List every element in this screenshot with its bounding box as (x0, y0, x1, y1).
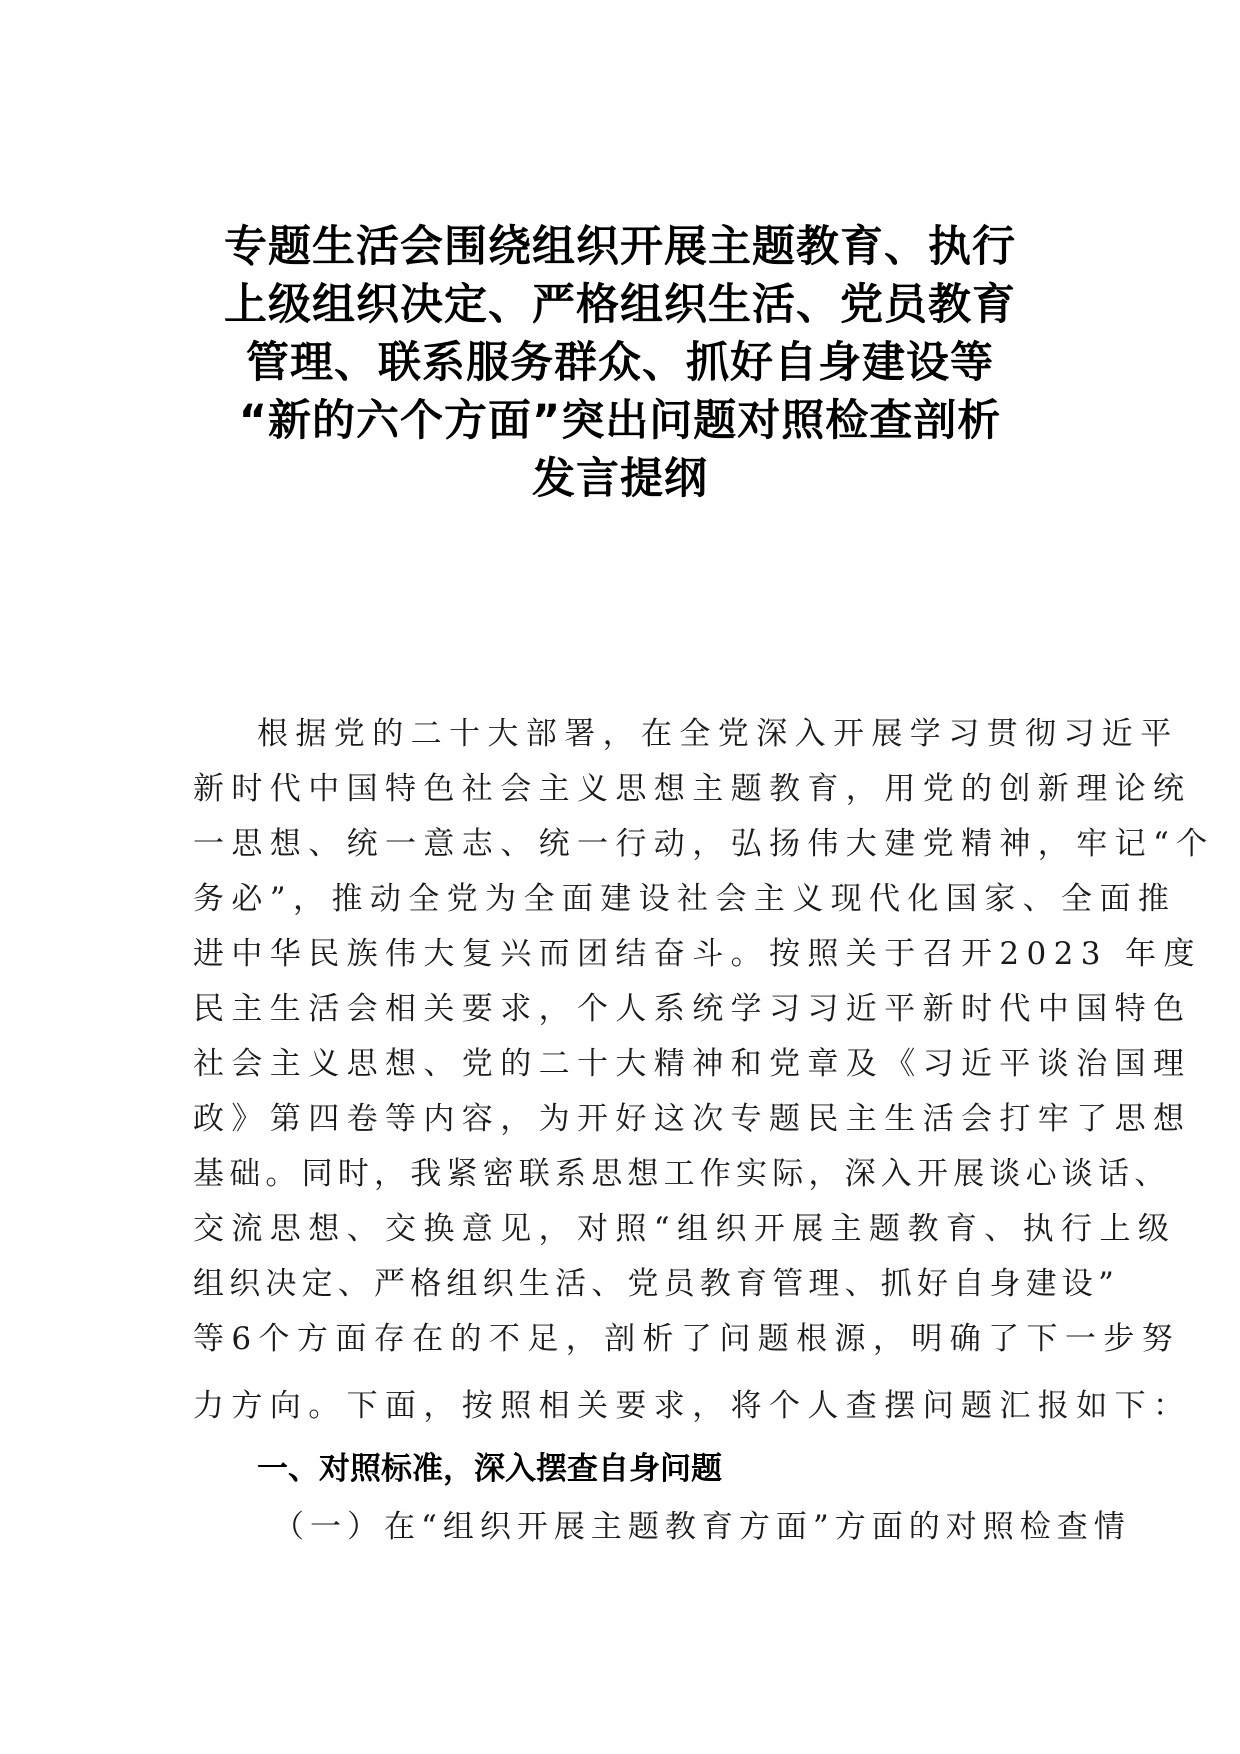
document-title (180, 218, 1060, 508)
body-line-4: 务必”，推动全党为全面建设社会主义现代化国家、全面推 (193, 881, 1177, 917)
body-line-9: 基础。同时，我紧密联系思想工作实际，深入开展谈心谈话、 (193, 1156, 1171, 1192)
title-line-4: “新的六个方面”突出问题对照检查剖析 (238, 396, 1002, 446)
title-line-5: 发言提纲 (532, 454, 708, 504)
body-text (193, 707, 1215, 1556)
title-line-1: 专题生活会围绕组织开展主题教育、执行 (224, 222, 1016, 272)
body-line-5: 进中华民族伟大复兴而团结奋斗。按照关于召开2023 年度 (193, 936, 1202, 972)
title-line-2: 上级组织决定、严格组织生活、党员教育 (224, 280, 1016, 330)
subsection-heading-1: （一）在“组织开展主题教育方面”方面的对照检查情 (273, 1509, 1131, 1545)
body-line-11: 组织决定、严格组织生活、党员教育管理、抓好自身建设” (193, 1266, 1120, 1302)
title-line-3: 管理、联系服务群众、抓好自身建设等 (246, 338, 994, 388)
body-line-1: 根据党的二十大部署，在全党深入开展学习贯彻习近平 (257, 716, 1179, 752)
body-line-12: 等6个方面存在的不足，剖析了问题根源，明确了下一步努 (193, 1321, 1181, 1357)
body-line-8: 政》第四卷等内容，为开好这次专题民主生活会打牢了思想 (193, 1101, 1192, 1137)
body-line-10: 交流思想、交换意见，对照“组织开展主题教育、执行上级 (193, 1211, 1177, 1247)
body-line-13: 力方向。下面，按照相关要求，将个人查摆问题汇报如下： (193, 1388, 1192, 1424)
section-heading-1: 一、对照标准，深入摆查自身问题 (257, 1451, 722, 1487)
body-line-7: 社会主义思想、党的二十大精神和党章及《习近平谈治国理 (193, 1046, 1192, 1082)
body-line-3: 一思想、统一意志、统一行动，弘扬伟大建党精神，牢记“个 (193, 826, 1215, 862)
body-line-2: 新时代中国特色社会主义思想主题教育，用党的创新理论统 (193, 771, 1192, 807)
body-line-6: 民主生活会相关要求，个人系统学习习近平新时代中国特色 (193, 991, 1192, 1027)
